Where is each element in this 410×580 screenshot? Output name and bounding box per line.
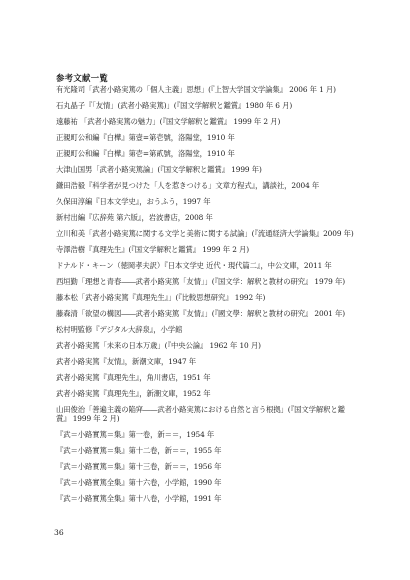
reference-text: 松村明監修『デジタル大辞泉』，小学館: [56, 324, 183, 334]
reference-entry: [56, 149, 374, 159]
reference-text: 正親町公和編『白樺』第壹=第壱號，洛陽堂，1910 年: [56, 132, 235, 142]
reference-entry: [56, 133, 374, 143]
reference-entry: [56, 101, 374, 111]
page-number: 36: [54, 528, 64, 537]
reference-entry: [56, 165, 374, 175]
reference-entry: [56, 197, 374, 207]
reference-entry: [56, 309, 374, 319]
reference-entry: [56, 277, 374, 287]
reference-text: 『武＝小路實篤＝集』第十二卷，新＝＝，1955 年: [56, 446, 222, 456]
reference-entry: [56, 373, 374, 383]
reference-entry: [56, 430, 374, 440]
reference-entry: [56, 245, 374, 255]
references-list: [56, 85, 374, 510]
reference-text: 有光隆司「武者小路実篤の「個人主義」思想」(『上智大学国文学論集』 2006 年 1 月): [56, 85, 336, 94]
reference-text: 寺澤浩樹『真理先生』(『国文学解釈と鑑賞』 1999 年 2 月): [56, 244, 250, 254]
reference-entry: [56, 85, 374, 95]
reference-text: 『武＝小路實篤＝集』第十三卷，新＝＝，1956 年: [56, 462, 222, 472]
reference-continuation: 賞』 1999 年 2 月): [56, 414, 120, 424]
reference-entry: [56, 389, 374, 399]
reference-text: ドナルド・キーン（徳岡孝夫訳）『日本文学史 近代・現代篇二』，中公文庫，2011 年: [56, 260, 332, 270]
reference-text: 西垣勤「理想と青春――武者小路実篤「友情」」(『国文学：解釈と教材の研究』 1979 年): [56, 276, 345, 286]
reference-text: 武者小路実篤「未来の日本万歳」(『中央公論』 1962 年 10 月): [56, 340, 261, 350]
reference-text: 遠藤祐 「武者小路実篤の魅力」(『国文学解釈と鑑賞』 1999 年 2 月): [56, 116, 281, 126]
reference-entry: [56, 293, 374, 303]
reference-text: 久保田淳編『日本文学史』，おうふう，1997 年: [56, 196, 211, 206]
reference-entry: [56, 405, 374, 424]
reference-text: 鎌田浩毅『科学者が見つけた「人を惹きつける」文章方程式』，講談社，2004 年: [56, 180, 320, 190]
reference-text: 大津山国男「武者小路実篤論」(『国文学解釈と鑑賞』 1999 年): [56, 164, 262, 174]
reference-entry: [56, 462, 374, 472]
reference-text: 山田俊治「善遍主義の陥穽――武者小路実篤における自然と言う根拠」(『国文学解釈と鑑: [56, 404, 345, 414]
reference-text: 武者小路実篤『真理先生』，角川書店，1951 年: [56, 372, 211, 382]
reference-entry: [56, 494, 374, 504]
reference-text: 武者小路実篤『友情』，新潮文庫，1947 年: [56, 356, 196, 366]
reference-text: 新村出編『広辞苑 第六版』，岩波書店，2008 年: [56, 212, 213, 222]
reference-text: 正親町公和編『白樺』第壱=第貳號，洛陽堂，1910 年: [56, 148, 235, 158]
reference-text: 石丸晶子『「友情」(武者小路実篤)」(『国文学解釈と鑑賞』1980 年 6 月): [56, 100, 293, 110]
references-heading: 参考文献一覧: [56, 73, 109, 83]
reference-entry: [56, 181, 374, 191]
reference-text: 藤森清「欲望の構図――武者小路実篤『友情』」(『國文學：解釈と教材の研究』 2001 年): [56, 308, 345, 318]
reference-text: 立川和美「武者小路実篤に関する文学と美術に関する試論」(『流通経済大学論集』2009 年): [56, 228, 354, 238]
reference-entry: [56, 325, 374, 335]
reference-entry: [56, 357, 374, 367]
reference-entry: [56, 213, 374, 223]
reference-text: 武者小路実篤『真理先生』，新潮文庫，1952 年: [56, 388, 211, 398]
reference-entry: [56, 341, 374, 351]
reference-entry: [56, 229, 374, 239]
reference-text: 『武＝小路實篤全集』第十八卷，小学館，1991 年: [56, 494, 222, 504]
reference-text: 藤本松「武者小路実篤『真理先生』」(『比較思想研究』 1992 年): [56, 292, 266, 302]
reference-text: 『武＝小路實篤＝集』第一卷，新＝＝，1954 年: [56, 430, 215, 440]
reference-entry: [56, 446, 374, 456]
reference-entry: [56, 478, 374, 488]
reference-text: 『武＝小路實篤全集』第十六卷，小学館，1990 年: [56, 478, 222, 488]
reference-entry: [56, 261, 374, 271]
reference-entry: [56, 117, 374, 127]
